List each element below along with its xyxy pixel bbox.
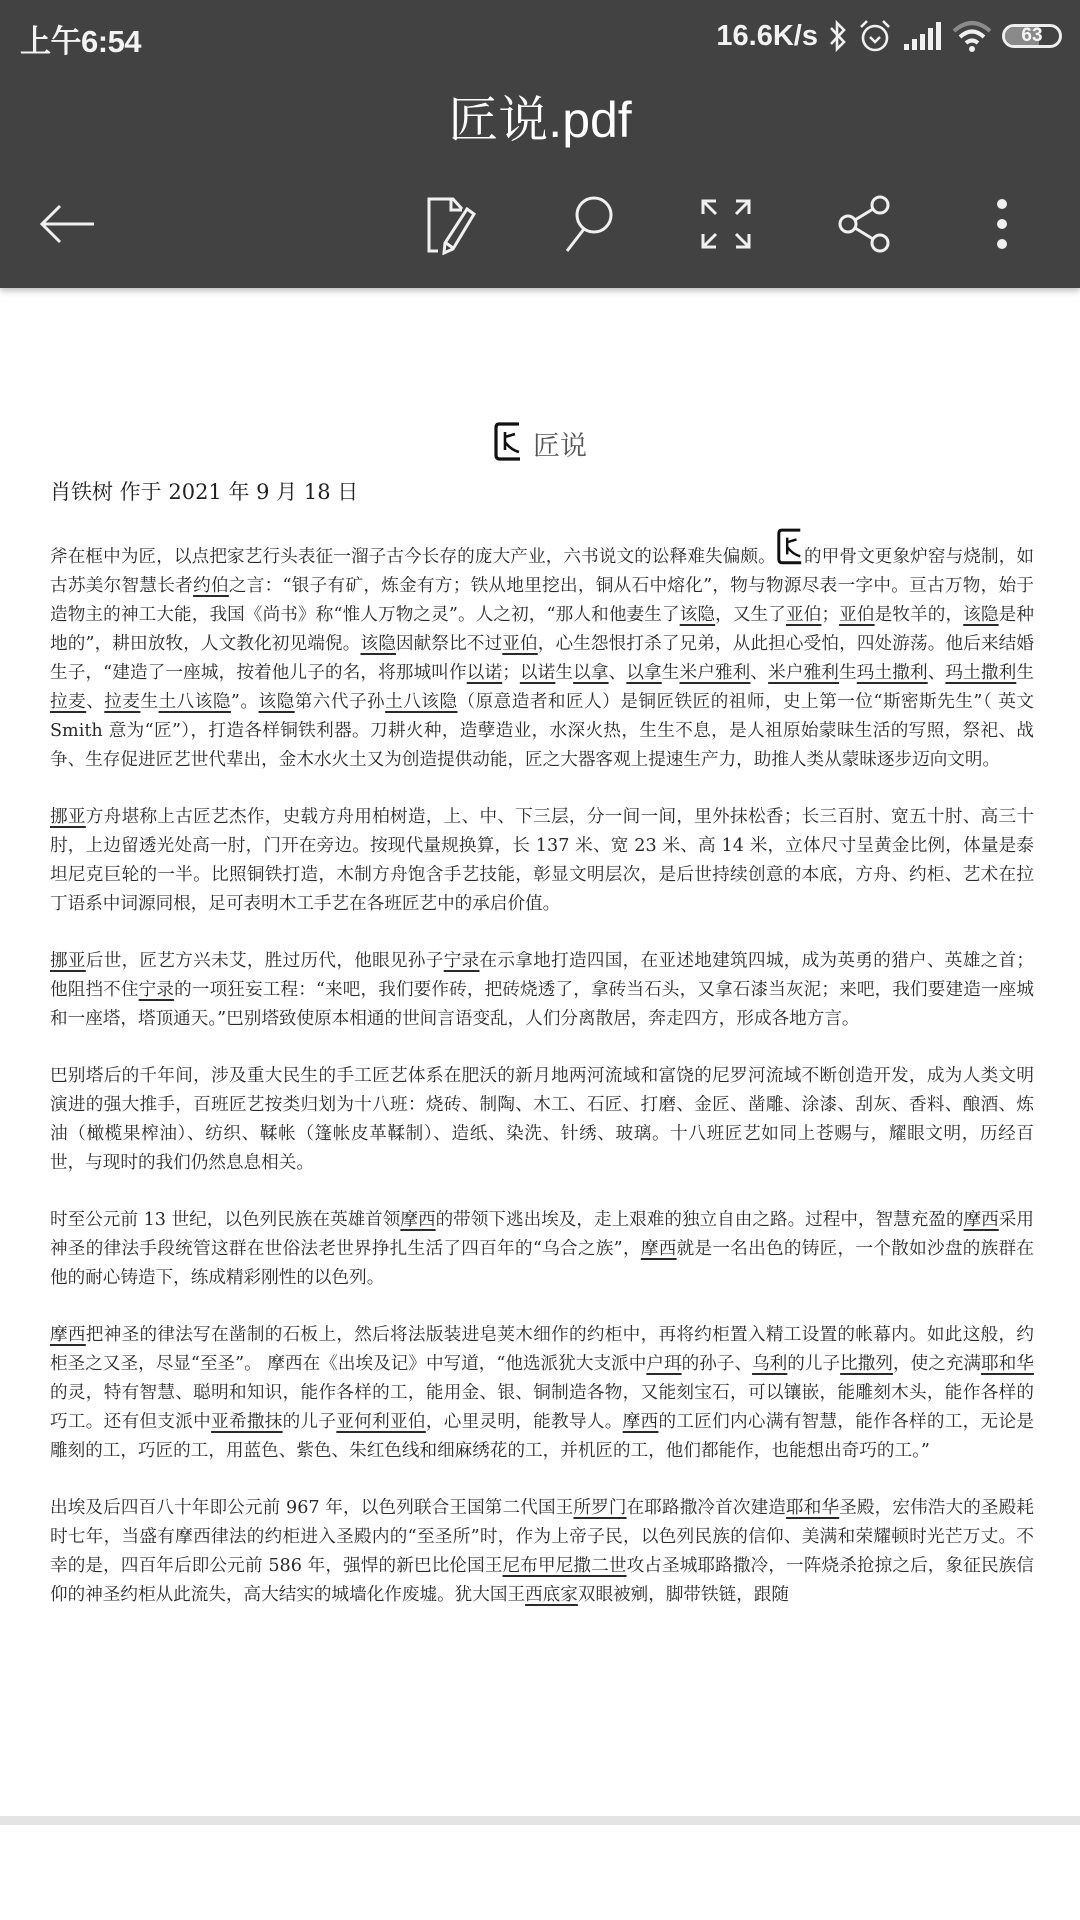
text-run: 巴别塔后的千年间，涉及重大民生的手工匠艺体系在肥沃的新月地两河流域和富饶的尼罗河流域不断创造开发，成为人类文明演进的强大推手，百班匠艺按类归划为十八班：烧砖、制陶、木工、石匠、打磨、金匠、凿雕、涂漆、刮灰、香料、酿酒、炼油（橄榄果榨油）、纺织、鞣帐（篷帐皮革鞣制）、造纸、染洗、针绣、玻璃。十八班匠艺如同上苍赐与，耀眼文明，历经百世，与现时的我们仍然息息相关。 (50, 1066, 1034, 1173)
pdf-page[interactable] (0, 288, 1080, 1816)
signal-icon (902, 20, 942, 52)
underlined-name: 米户雅利 (679, 663, 751, 683)
battery-icon (1002, 24, 1062, 48)
underlined-name: 玛土撒利 (945, 663, 1017, 683)
text-run: 时至公元前 13 世纪，以色列民族在英雄首领 (50, 1210, 401, 1230)
text-run: 、 (86, 692, 105, 712)
status-bar (0, 0, 1080, 72)
underlined-name: 耶和华 (786, 1498, 840, 1518)
wifi-icon (952, 19, 992, 53)
paragraph (50, 526, 1034, 775)
underlined-name: 该隐 (258, 692, 295, 712)
more-vert-icon (990, 196, 1014, 252)
jiang-inline-glyph (776, 526, 804, 566)
text-run: 生 (839, 663, 857, 683)
underlined-name: 土八该隐 (385, 692, 458, 712)
text-run: 、 (608, 663, 627, 683)
search-icon (558, 193, 618, 255)
document-heading (0, 420, 1080, 462)
text-run: 在示拿地打造四国，在亚述地建筑四城，成为英勇的猎户、英雄之首；他阻挡不住 (50, 951, 1034, 1000)
text-run: 的一项狂妄工程：“来吧，我们要作砖，把砖烧透了，拿砖当石头，又拿石漆当灰泥；来吧，我们要建造一座城和一座塔，塔顶通天。”巴别塔致使原本相通的世间言语变乱，人们分离散居，奔走四方，形成各地方言。 (50, 980, 1034, 1029)
text-run: 把神圣的律法写在凿制的石板上，然后将法版装进皂荚木细作的约柜中，再将约柜置入精工设置的帐幕内。如此这般，约柜圣之又圣，尽显“至圣”。 摩西在《出埃及记》中写道，“他选派犹大支派中 (50, 1325, 1034, 1374)
text-run: ，使之充满 (893, 1354, 982, 1374)
underlined-name: 摩西 (963, 1210, 999, 1230)
text-run: 方舟堪称上古匠艺杰作，史载方舟用柏树造，上、中、下三层，分一间一间，里外抹松香；长三百肘、宽五十肘、高三十肘，上边留透光处高一肘，门开在旁边。按现代量规换算，长 137 米、宽 23 米、高 14 米，立体尺寸呈黄金比例，体量是泰坦尼克巨轮的一半。比照铜铁打造，木制方舟饱含手艺技能，彰显文明层次，是后世持续创意的本底，方舟、约柜、艺术在拉丁语系中词源同根，足可表明木工手艺在各班匠艺中的承启价值。 (50, 807, 1034, 914)
underlined-name: 挪亚 (50, 951, 86, 971)
text-run: 生 (1016, 663, 1034, 683)
underlined-name: 该隐 (679, 605, 716, 625)
fullscreen-button[interactable] (690, 188, 762, 260)
text-run: 的儿子 (787, 1354, 841, 1374)
edit-document-icon (420, 193, 480, 255)
underlined-name: 土八该隐 (158, 692, 231, 712)
underlined-name: 米户雅利 (768, 663, 840, 683)
underlined-name: 比撒列 (840, 1354, 894, 1374)
app-bar (0, 0, 1080, 288)
underlined-name: 挪亚 (50, 807, 86, 827)
document-title: 匠说.pdf (448, 92, 632, 148)
text-run: 生 (140, 692, 159, 712)
text-run: （原意造者和匠人）是铜匠铁匠的祖师，史上第一位“斯密斯先生”（ 英文 Smith 意为“匠”），打造各样铜铁利器。刀耕火种，造孽造业，水深火热，生生不息，是人祖原始蒙昧生活的写照，祭祀、战争、生存促进匠艺世代辈出，金木水火土又为创造提供动能，匠之大器客观上提速生产力，助推人类从蒙昧逐步迈向文明。 (50, 692, 1034, 770)
underlined-name: 亚希撒抹 (211, 1412, 283, 1432)
underlined-name: 乌利 (752, 1354, 788, 1374)
more-button[interactable] (966, 188, 1038, 260)
text-run: 攻占圣城耶路撒冷，一阵烧杀抢掠之后，象征民族信仰的神圣约柜从此流失，高大结实的城墙化作废墟。犹大国王 (50, 1556, 1034, 1605)
text-run: 第六代子孙 (294, 692, 386, 712)
text-run: 双眼被剜，脚带铁链，跟随 (577, 1585, 789, 1605)
battery-level: 63 (1021, 25, 1043, 46)
underlined-name: 摩西 (50, 1325, 86, 1345)
bluetooth-icon (828, 18, 848, 54)
author-byline: 肖铁树 作于 2021 年 9 月 18 日 (50, 480, 359, 504)
text-run: ，心里灵明，能教导人。 (425, 1412, 623, 1432)
paragraph (50, 1206, 1034, 1293)
jiang-oracle-logo (493, 420, 523, 462)
text-run: 的工匠们内心满有智慧，能作各样的工，无论是雕刻的工，巧匠的工，用蓝色、紫色、朱红色线和细麻绣花的工，并机匠的工，他们都能作，也能想出奇巧的工。” (50, 1412, 1034, 1461)
text-run: 、 (750, 663, 769, 683)
text-run: 圣殿，宏伟浩大的圣殿耗时七年，当盛有摩西律法的约柜进入圣殿内的“至圣所”时，作为上帝子民，以色列民族的信仰、美满和荣耀顿时光芒万丈。不幸的是，四百年后即公元前 586 年，强悍的新巴比伦国王 (50, 1498, 1034, 1576)
underlined-name: 所罗门 (573, 1498, 627, 1518)
text-run: 是种地的”，耕田放牧，人文教化初见端倪。 (50, 605, 1034, 654)
underlined-name: 玛土撒利 (856, 663, 928, 683)
text-run: 生 (661, 663, 680, 683)
text-run: 的儿子 (282, 1412, 337, 1432)
underlined-name: 亚伯 (839, 605, 875, 625)
fullscreen-icon (698, 196, 754, 252)
text-run: 的带领下逃出埃及，走上艰难的独立自由之路。过程中，智慧充盈的 (435, 1210, 964, 1230)
underlined-name: 宁录 (138, 980, 175, 1000)
underlined-name: 以诺 (466, 663, 503, 683)
page-separator (0, 1816, 1080, 1825)
underlined-name: 拉麦 (50, 692, 87, 712)
underlined-name: 该隐 (963, 605, 999, 625)
text-run: 因献祭比不过 (395, 634, 503, 654)
paragraph (50, 947, 1034, 1034)
back-button[interactable] (32, 188, 104, 260)
underlined-name: 耶和华 (981, 1354, 1034, 1374)
text-run: 采用神圣的律法手段统管这群在世俗法老世界挣扎生活了四百年的“乌合之族”， (50, 1210, 1034, 1259)
paragraph (50, 803, 1034, 919)
underlined-name: 户珥 (646, 1354, 682, 1374)
underlined-name: 摩西 (640, 1239, 677, 1259)
underlined-name: 尼布甲尼撒二世 (502, 1556, 627, 1576)
text-run: 之言：“银子有矿，炼金有方；铁从地里挖出，铜从石中熔化”，物与物源尽表一字中。亘古万物，始于造物主的神工大能，我国《尚书》称“惟人万物之灵”。人之初，“那人和他妻生了 (50, 576, 1034, 625)
text-run: 斧在框中为匠，以点把家艺行头表征一溜子古今长存的庞大产业，六书说文的讼释难失偏颇。 (50, 547, 776, 567)
text-run: 是牧羊的， (874, 605, 964, 625)
status-time: 上午6:54 (20, 24, 142, 59)
text-run: 后世，匠艺方兴未艾，胜过历代，他眼见孙子 (85, 951, 444, 971)
underlined-name: 以诺 (519, 663, 556, 683)
underlined-name: 西底家 (525, 1585, 578, 1605)
alarm-icon (858, 18, 892, 54)
underlined-name: 拉麦 (104, 692, 141, 712)
paragraph (50, 1062, 1034, 1178)
text-run: ； (821, 605, 840, 625)
paragraph (50, 1321, 1034, 1466)
back-arrow-icon (38, 200, 98, 248)
share-button[interactable] (828, 188, 900, 260)
underlined-name: 宁录 (443, 951, 480, 971)
text-run: 、 (927, 663, 946, 683)
underlined-name: 摩西 (622, 1412, 659, 1432)
text-run: ”。 (230, 692, 259, 712)
network-speed: 16.6K/s (716, 19, 818, 52)
text-run: ； (502, 663, 520, 683)
text-run: 出埃及后四百八十年即公元前 967 年，以色列联合王国第二代国王 (50, 1498, 574, 1518)
underlined-name: 亚伯 (786, 605, 822, 625)
underlined-name: 亚何利亚伯 (336, 1412, 426, 1432)
underlined-name: 约伯 (193, 576, 229, 596)
search-button[interactable] (552, 188, 624, 260)
underlined-name: 以拿 (573, 663, 609, 683)
heading-text: 匠说 (533, 431, 587, 462)
text-run: 在耶路撒冷首次建造 (626, 1498, 787, 1518)
text-run: 的甲骨文更象炉窑与烧制，如古苏美尔智慧长者 (50, 547, 1034, 596)
underlined-name: 摩西 (400, 1210, 436, 1230)
toolbar (0, 180, 1080, 260)
text-run: 生 (555, 663, 574, 683)
share-icon (836, 194, 892, 254)
underlined-name: 以拿 (626, 663, 662, 683)
underlined-name: 亚伯 (502, 634, 538, 654)
text-run: ，又生了 (715, 605, 786, 625)
paragraph (50, 1494, 1034, 1610)
underlined-name: 该隐 (360, 634, 396, 654)
text-run: 就是一名出色的铸匠，一个散如沙盘的族群在他的耐心铸造下，练成精彩刚性的以色列。 (50, 1239, 1034, 1288)
text-run: 的灵，特有智慧、聪明和知识，能作各样的工，能用金、银、铜制造各物，又能刻宝石，可以镶嵌，能雕刻木头，能作各样的巧工。还有但支派中 (50, 1383, 1034, 1432)
edit-button[interactable] (414, 188, 486, 260)
document-body (50, 526, 1034, 1638)
text-run: ，心生怨恨打杀了兄弟，从此担心受怕，四处游荡。他后来结婚生子，“建造了一座城，按着他儿子的名，将那城叫作 (50, 634, 1034, 683)
status-icons (716, 14, 1062, 58)
text-run: 的孙子、 (681, 1354, 753, 1374)
